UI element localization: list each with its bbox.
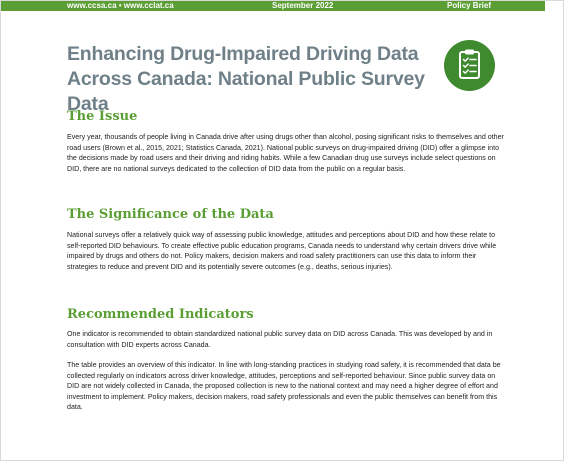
header-bar	[1, 1, 545, 11]
paragraph-significance: National surveys offer a relatively quick way of assessing public knowledge, attitudes and perceptions about DID and how these relate to self-reported DID behaviours. To create effective public education programs, Canada needs to understand why certain drivers drive while impaired by drugs and others do not. Policy makers, decision makers and road safety practitioners can use this data to inform their strategies to reduce and prevent DID and its potentially severe outcomes (e.g., deaths, serious injuries).	[67, 231, 497, 271]
header-doc-type: Policy Brief	[447, 1, 492, 10]
paragraph-indicators-1: One indicator is recommended to obtain standardized national public survey data on DID across Canada. This was developed by and in consultation with DID experts across Canada.	[67, 330, 493, 349]
header-date: September 2022	[272, 1, 334, 10]
paragraph-indicators-2: The table provides an overview of this indicator. In line with long-standing practices in studying road safety, it is recommended that data be collected regularly on indicators across driver knowledge, attitudes, perceptions and self-reported behaviour. Since public survey data on DID are not widely collected in Canada, the proposed collection is new to the national context and may need a higher degree of effort and investment to implement. Policy makers, decision makers, road safety professionals and even the public themselves can benefit from this data.	[67, 361, 501, 412]
section-heading-significance: The Significance of the Data	[67, 207, 274, 222]
section-heading-indicators: Recommended Indicators	[67, 307, 254, 322]
clipboard-checklist-icon	[444, 40, 495, 91]
paragraph-issue: Every year, thousands of people living in Canada drive after using drugs other than alcohol, posing significant risks to themselves and other road users (Brown et al., 2015, 2021; Statistics Canada, 2021). National public surveys on drug-impaired driving (DID) offer a glimpse into the decisions made by road users and their driving and riding habits. While a few Canadian drug use surveys include select questions on DID, there are no national surveys dedicated to the collection of DID data from the public on a regular basis.	[67, 133, 504, 173]
header-urls[interactable]: www.ccsa.ca • www.cclat.ca	[67, 1, 174, 10]
section-heading-issue: The Issue	[67, 109, 138, 124]
document-title: Enhancing Drug-Impaired Driving Data Across Canada: National Public Survey Data	[67, 43, 425, 115]
